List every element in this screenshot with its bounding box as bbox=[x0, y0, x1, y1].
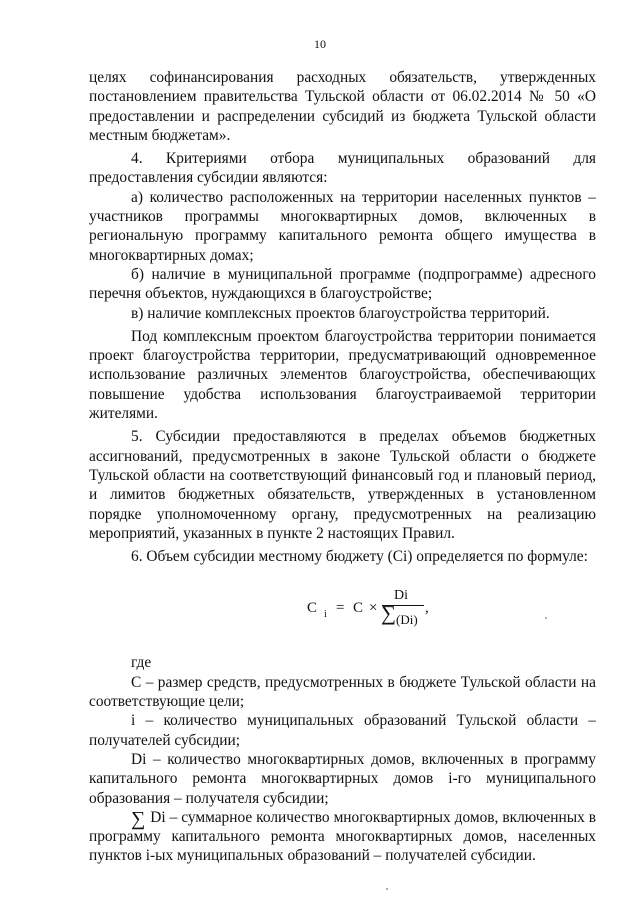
criterion-a: а) количество расположенных на территории населенных пунктов – участников программы многоквартирных домов, включенных в региональную программу капитального ремонта общего имущества в многоквартирных домах; bbox=[89, 188, 596, 264]
paragraph-complex-project: Под комплексным проектом благоустройства территории понимается проект благоустройства территории, предусматривающий одновременное использование различных элементов благоустройства, обеспечивающих повышение удобства использования благоустраиваемой территории жителями. bbox=[89, 327, 596, 423]
definition-sum-di-text: Di – суммарное количество многоквартирных домов, включенных в программу капитального ремонта многоквартирных домов, населенных пунктов i-ых муниципальных образований – получателей субсидии. bbox=[89, 808, 596, 865]
definition-c: С – размер средств, предусмотренных в бюджете Тульской области на соответствующие цели; bbox=[89, 673, 596, 711]
formula-sum-icon: ∑ bbox=[381, 601, 396, 626]
paragraph-section-6: 6. Объем субсидии местному бюджету (Ci) определяется по формуле: bbox=[131, 548, 588, 566]
criterion-b: б) наличие в муниципальной программе (подпрограмме) адресного перечня объектов, нуждающихся в благоустройстве; bbox=[89, 265, 596, 303]
definition-i: i – количество муниципальных образований Тульской области – получателей субсидии; bbox=[89, 712, 596, 749]
formula-c: C bbox=[353, 600, 364, 617]
criterion-c: в) наличие комплексных проектов благоустройства территорий. bbox=[131, 304, 550, 322]
formula-equals: = bbox=[336, 600, 345, 617]
formula-numerator: Di bbox=[394, 588, 408, 604]
definition-sum-di bbox=[89, 808, 596, 866]
paragraph-purpose: целях софинансирования расходных обязательств, утвержденных постановлением правительства Тульской области от 06.02.2014 № 50 «О предоставлении и распределении субсидий из бюджета Тульской области местным бюджетам». bbox=[89, 69, 596, 144]
scan-speck bbox=[386, 888, 388, 890]
paragraph-criteria: 4. Критериями отбора муниципальных образований для предоставления субсидии являются: bbox=[89, 150, 596, 187]
scan-speck bbox=[545, 617, 547, 619]
where-label: где bbox=[131, 654, 152, 672]
definition-di: Di – количество многоквартирных домов, включенных в программу капитального ремонта многоквартирных домов i-го муниципального образования – получателя субсидии; bbox=[89, 750, 596, 807]
formula-lhs: C bbox=[307, 600, 318, 617]
subsidy-formula bbox=[89, 580, 596, 644]
formula-lhs-subscript: i bbox=[324, 609, 327, 621]
formula-comma: , bbox=[425, 600, 429, 617]
document-body bbox=[89, 68, 596, 866]
page-number: 10 bbox=[314, 37, 326, 51]
formula-times: × bbox=[369, 600, 378, 617]
formula-denominator: (Di) bbox=[396, 612, 418, 628]
paragraph-section-5: 5. Субсидии предоставляются в пределах объемов бюджетных ассигнований, предусмотренных в законе Тульской области о бюджете Тульской области на соответствующий финансовый год и плановый период, и лимитов бюджетных обязательств, утвержденных в установленном порядке уполномоченному органу, предусмотренных на реализацию мероприятий, указанных в пункте 2 настоящих Правил. bbox=[89, 428, 596, 542]
sum-icon: ∑ bbox=[131, 807, 146, 830]
